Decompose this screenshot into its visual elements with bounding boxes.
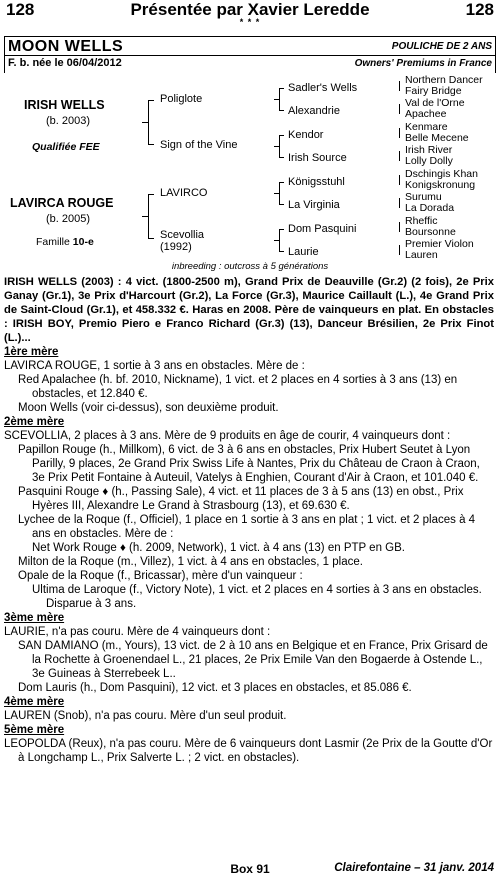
sale-info: Clairefontaine – 31 janv. 2014 bbox=[334, 862, 494, 874]
fourth-dam-line: LAUREN (Snob), n'a pas couru. Mère d'un seul produit. bbox=[4, 710, 287, 722]
horse-name: MOON WELLS bbox=[8, 38, 124, 55]
produce-entry: Milton de la Roque (m., Villez), 1 vict. à 4 ans en obstacles, 1 place. bbox=[18, 556, 363, 568]
sire-dam: Sign of the Vine bbox=[160, 139, 238, 151]
produce-entry: Net Work Rouge ♦ (h. 2009, Network), 1 vict. à 4 ans (13) en PTP en GB. bbox=[32, 542, 405, 554]
page-number-right: 128 bbox=[465, 0, 494, 19]
box-number: Box 91 bbox=[230, 862, 270, 876]
horse-birth: F. b. née le 06/04/2012 bbox=[8, 57, 122, 69]
catalogue-text bbox=[4, 275, 494, 765]
produce-entry: Dom Lauris (h., Dom Pasquini), 12 vict. et 3 places en obstacles, et 85.086 €. bbox=[18, 682, 412, 694]
g3-6: La Virginia bbox=[288, 199, 340, 211]
page-number-left: 128 bbox=[6, 0, 35, 19]
g3-8: Laurie bbox=[288, 246, 319, 258]
second-dam-line: SCEVOLLIA, 2 places à 3 ans. Mère de 9 produits en âge de courir, 4 vainqueurs dont : bbox=[4, 430, 451, 442]
g4-4: Apachee bbox=[405, 108, 447, 120]
consignor-title: Présentée par Xavier Leredde bbox=[130, 0, 370, 19]
page-footer bbox=[0, 862, 500, 878]
third-dam-line: LAURIE, n'a pas couru. Mère de 4 vainqueurs dont : bbox=[4, 626, 271, 638]
produce-entry: Lychee de la Roque (f., Officiel), 1 place en 1 sortie à 3 ans en plat ; 1 vict. et 2 places à 4 ans en obstacles. Mère de : bbox=[18, 514, 476, 540]
g4-1: Northern Dancer bbox=[405, 74, 483, 86]
sire-sire: Poliglote bbox=[160, 93, 203, 105]
dam-sire: LAVIRCO bbox=[160, 187, 208, 199]
g3-7: Dom Pasquini bbox=[288, 223, 357, 235]
owners-premiums: Owners' Premiums in France bbox=[354, 58, 492, 69]
produce-entry: Moon Wells (voir ci-dessus), son deuxième produit. bbox=[18, 402, 279, 414]
page-header bbox=[6, 0, 494, 27]
sire-name: IRISH WELLS bbox=[24, 98, 105, 112]
dam-family: Famille 10-e bbox=[36, 236, 94, 248]
g3-4: Irish Source bbox=[288, 152, 347, 164]
g4-12: La Dorada bbox=[405, 202, 455, 214]
sire-year: (b. 2003) bbox=[46, 115, 91, 127]
g3-2: Alexandrie bbox=[288, 105, 340, 117]
first-dam-heading: 1ère mère bbox=[4, 346, 59, 358]
g4-8: Lolly Dolly bbox=[405, 155, 453, 167]
dam-dam-year: (1992) bbox=[160, 241, 192, 253]
horse-sex-age: POULICHE DE 2 ANS bbox=[391, 41, 492, 52]
box-divider bbox=[5, 55, 495, 56]
sire-note: Qualifiée FEE bbox=[32, 141, 100, 153]
g4-10: Konigskronung bbox=[405, 179, 476, 191]
inbreeding-note: inbreeding : outcross à 5 générations bbox=[171, 261, 329, 272]
sire-record: IRISH WELLS (2003) : 4 vict. (1800-2500 m), Grand Prix de Deauville (Gr.2) (2 fois), 2e Prix Ganay (Gr.1), 3e Prix d'Harcourt (Gr.2), La Force (Gr.3), Maurice Caillault (L.), 4e Grand Prix de Saint-Cloud (Gr.1), et 458.332 €. Haras en 2008. Père de vainqueurs en plat. En obstacles : IRISH BOY, Premio Piero e Franco Richard (Gr.3) (13), Danceur Brésilien, 2e Prix Finot (L.)... bbox=[4, 276, 494, 344]
dam-year: (b. 2005) bbox=[46, 213, 91, 225]
g4-5: Kenmare bbox=[405, 121, 448, 133]
g4-14: Boursonne bbox=[405, 226, 456, 238]
g4-2: Fairy Bridge bbox=[405, 85, 462, 97]
first-dam-line: LAVIRCA ROUGE, 1 sortie à 3 ans en obstacles. Mère de : bbox=[4, 360, 305, 372]
g4-3: Val de l'Orne bbox=[405, 97, 465, 109]
fifth-dam-line: LEOPOLDA (Reux), n'a pas couru. Mère de 6 vainqueurs dont Lasmir (2e Prix de la Goutte d'Or à Longchamp L., Prix Salverte L. ; 2 vict. en obstacles). bbox=[4, 738, 493, 764]
third-dam-heading: 3ème mère bbox=[4, 612, 65, 624]
produce-entry: Red Apalachee (h. bf. 2010, Nickname), 1 vict. et 2 places en 4 sorties à 3 ans (13) en obstacles, et 12.840 €. bbox=[18, 374, 458, 400]
g4-7: Irish River bbox=[405, 144, 453, 156]
pedigree bbox=[0, 72, 500, 272]
dam-name: LAVIRCA ROUGE bbox=[10, 196, 114, 210]
g4-13: Rheffic bbox=[405, 215, 438, 227]
produce-entry: Ultima de Laroque (f., Victory Note), 1 vict. et 2 places en 4 sorties à 3 ans en obstacles. Disparue à 3 ans. bbox=[32, 584, 482, 610]
produce-entry: SAN DAMIANO (m., Yours), 13 vict. de 2 à 10 ans en Belgique et en France, Prix Grisard de la Rochette à Groenendael L., 21 places, 2e Prix Emile Van den Bogaerde à Ostende L., 3e Guineas à Sterrebeek L.. bbox=[18, 640, 488, 680]
horse-id-box bbox=[4, 36, 496, 73]
dam-dam: Scevollia bbox=[160, 229, 205, 241]
produce-entry: Pasquini Rouge ♦ (h., Passing Sale), 4 vict. et 11 places de 3 à 5 ans (13) en obst., Prix Hyères III, Alexandre Le Grand à Strasbourg (13), et 69.630 €. bbox=[18, 486, 464, 512]
produce-entry: Opale de la Roque (f., Bricassar), mère d'un vainqueur : bbox=[18, 570, 303, 582]
g4-11: Surumu bbox=[405, 191, 442, 203]
g4-15: Premier Violon bbox=[405, 238, 474, 250]
stars-divider: * * * bbox=[239, 17, 261, 27]
g4-9: Dschingis Khan bbox=[405, 168, 478, 180]
second-dam-heading: 2ème mère bbox=[4, 416, 65, 428]
produce-entry: Papillon Rouge (h., Millkom), 6 vict. de 3 à 6 ans en obstacles, Prix Hubert Seutet à Lyon Parilly, 9 places, 2e Grand Prix Swiss Life à Nantes, Prix du Château de Craon à Craon, 3e Prix Petit Fontaine à Auteuil, Vatelys à Enghien, Courant d'Air à Craon, et 101.040 €. bbox=[18, 444, 480, 484]
fifth-dam-heading: 5ème mère bbox=[4, 724, 65, 736]
g3-5: Königsstuhl bbox=[288, 176, 345, 188]
g3-1: Sadler's Wells bbox=[288, 82, 358, 94]
g3-3: Kendor bbox=[288, 129, 324, 141]
fourth-dam-heading: 4ème mère bbox=[4, 696, 65, 708]
g4-16: Lauren bbox=[405, 249, 438, 261]
g4-6: Belle Mecene bbox=[405, 132, 469, 144]
